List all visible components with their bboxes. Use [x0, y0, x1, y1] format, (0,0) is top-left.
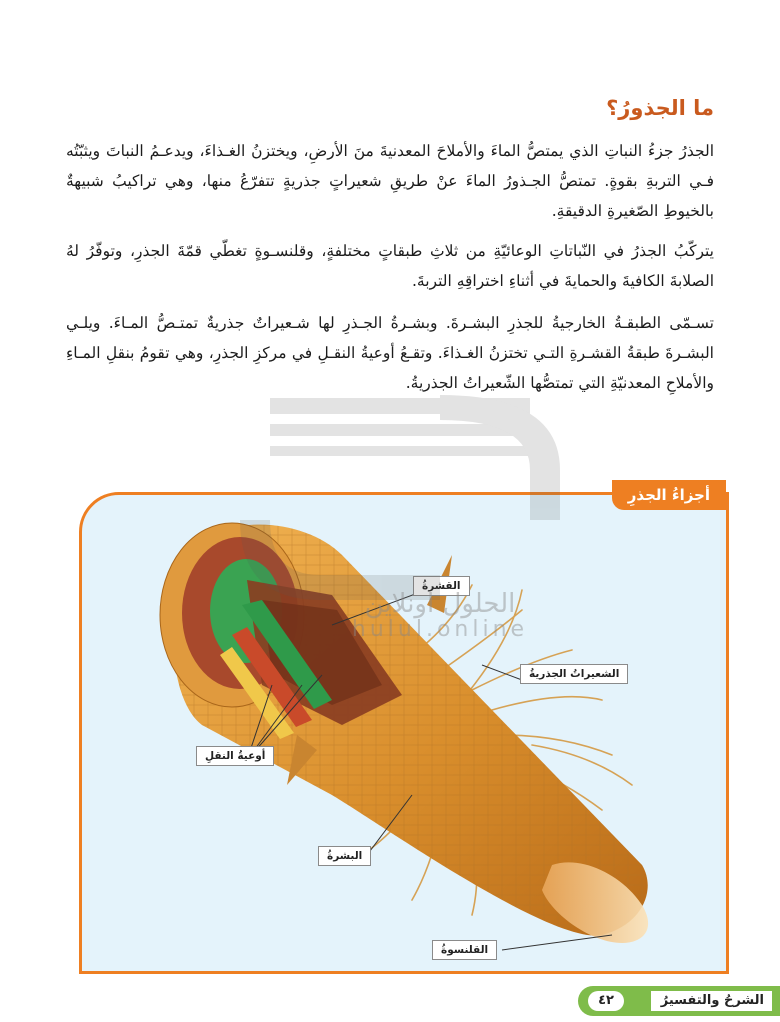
- page-title: ما الجذورُ؟: [606, 96, 714, 120]
- paragraph-root-structure: يتركّبُ الجذرُ في النّباتاتِ الوعائيّةِ من ثلاثِ طبقاتٍ مختلفةٍ، وقلنسـوةٍ تغطّي قمّةَ الجذرِ، وتوفّرُ لهُ الصلابةَ الكافيةَ والحمايةَ في أثناءِ اختراقِهِ التربةَ.: [66, 242, 714, 290]
- watermark-latin: hulul.online: [351, 617, 529, 642]
- root-illustration: [82, 495, 726, 971]
- label-cortex: القشرةُ: [413, 576, 470, 596]
- watermark-arabic: الحلول اونلاين: [364, 589, 516, 619]
- figure-header: أجزاءُ الجذرِ: [612, 480, 726, 510]
- watermark-bar: [270, 398, 530, 414]
- label-root-hairs: الشعيراتُ الجذريةُ: [520, 664, 628, 684]
- paragraph-root-layers: تسـمّى الطبقـةُ الخارجيةُ للجذرِ البشـرةَ. وبشـرةُ الجـذرِ لها شـعيراتٌ جذريةٌ تمتـصُّ المـاءَ. ويلـي البشـرةَ طبقةُ القشـرةِ التـي تختزنُ الغـذاءَ. وتقـعُ أوعيةُ النقـلِ في مركزِ الجذرِ، وهي تقومُ بنقلِ المـاءِ والأملاحِ المعدنيّةِ التي تمتصُّها الشّعيراتُ الجذريةُ.: [66, 314, 714, 392]
- page-number: ٤٢: [588, 991, 624, 1011]
- paragraph-root-definition: الجذرُ جزءُ النباتِ الذي يمتصُّ الماءَ والأملاحَ المعدنيةَ منَ الأرضِ، ويختزنُ الغـذاءَ، ويدعـمُ النباتَ ويثبّتُه فـي التربةِ بقوةٍ. تمتصُّ الجـذورُ الماءَ عنْ طريقِ شعيراتٍ جذريةٍ تتفرّعُ منها، وهي تراكيبُ شبيهةٌ بالخيوطِ الصّغيرةِ الدقيقةِ.: [66, 142, 714, 220]
- label-epidermis: البشرةُ: [318, 846, 371, 866]
- figure-frame: [79, 492, 729, 974]
- label-root-cap: القلنسوةُ: [432, 940, 497, 960]
- footer-section-label: الشرحُ والتفسيرُ: [651, 991, 772, 1011]
- label-vessels: أوعيةُ النقلِ: [196, 746, 274, 766]
